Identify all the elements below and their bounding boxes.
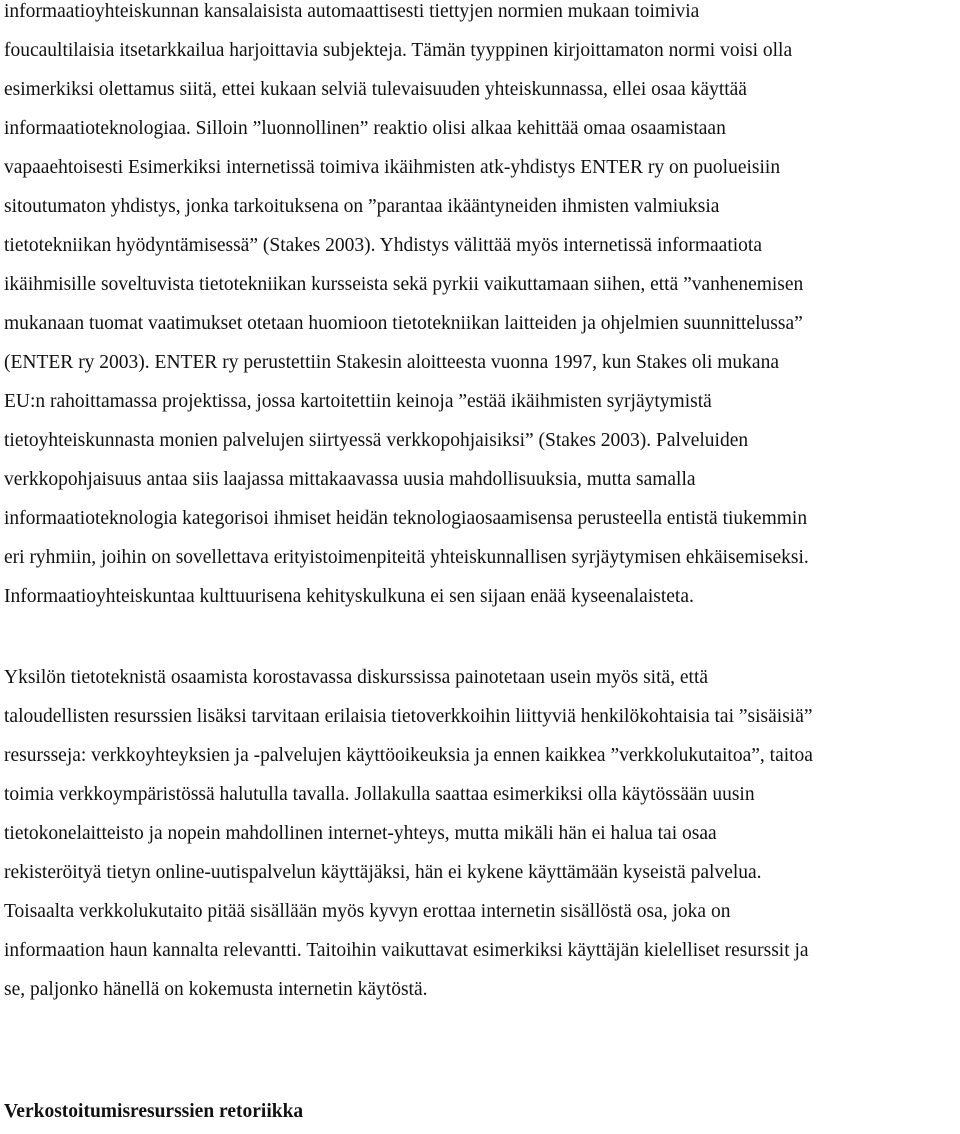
text-line: informaatioteknologiaa. Silloin ”luonnollinen” reaktio olisi alkaa kehittää omaa osaamistaan (4, 118, 726, 139)
text-line: tietoyhteiskunnasta monien palvelujen siirtyessä verkkopohjaisiksi” (Stakes 2003). Palveluiden (4, 430, 749, 451)
text-line: (ENTER ry 2003). ENTER ry perustettiin Stakesin aloitteesta vuonna 1997, kun Stakes oli mukana (4, 352, 779, 373)
text-line: vapaaehtoisesti Esimerkiksi internetissä toimiva ikäihmisten atk-yhdistys ENTER ry on puolueisiin (4, 157, 781, 178)
text-line: informaation haun kannalta relevantti. Taitoihin vaikuttavat esimerkiksi käyttäjän kielelliset resurssit ja (4, 940, 809, 961)
text-line: se, paljonko hänellä on kokemusta internetin käytöstä. (4, 979, 428, 1000)
text-line: EU:n rahoittamassa projektissa, jossa kartoitettiin keinoja ”estää ikäihmisten syrjäytymistä (4, 391, 712, 412)
text-line: taloudellisten resurssien lisäksi tarvitaan erilaisia tietoverkkoihin liittyviä henkilökohtaisia tai ”sisäisiä” (4, 706, 813, 727)
document-page (4, 0, 960, 1134)
text-line: tietotekniikan hyödyntämisessä” (Stakes 2003). Yhdistys välittää myös internetissä informaatiota (4, 235, 762, 256)
text-line: rekisteröityä tietyn online-uutispalvelun käyttäjäksi, hän ei kykene käyttämään kyseistä palvelua. (4, 862, 762, 883)
text-line: verkkopohjaisuus antaa siis laajassa mittakaavassa uusia mahdollisuuksia, mutta samalla (4, 469, 696, 490)
text-line: resursseja: verkkoyhteyksien ja -palvelujen käyttöoikeuksia ja ennen kaikkea ”verkkolukutaitoa”, taitoa (4, 745, 813, 766)
text-line: informaatioteknologia kategorisoi ihmiset heidän teknologiaosaamisensa perusteella entistä tiukemmin (4, 508, 808, 529)
text-line: tietokonelaitteisto ja nopein mahdollinen internet-yhteys, mutta mikäli hän ei halua tai osaa (4, 823, 717, 844)
text-line: ikäihmisille soveltuvista tietotekniikan kursseista sekä pyrkii vaikuttamaan siihen, että ”vanhenemisen (4, 274, 804, 295)
text-line: foucaultilaisia itsetarkkailua harjoittavia subjekteja. Tämän tyyppinen kirjoittamaton normi voisi olla (4, 40, 793, 61)
text-line: Toisaalta verkkolukutaito pitää sisällään myös kyvyn erottaa internetin sisällöstä osa, joka on (4, 901, 731, 922)
text-line: sitoutumaton yhdistys, jonka tarkoituksena on ”parantaa ikääntyneiden ihmisten valmiuksia (4, 196, 720, 217)
text-line: Informaatioyhteiskuntaa kulttuurisena kehityskulkuna ei sen sijaan enää kyseenalaisteta. (4, 586, 694, 607)
text-line: Yksilön tietoteknistä osaamista korostavassa diskurssissa painotetaan usein myös sitä, että (4, 667, 709, 688)
text-line: mukanaan tuomat vaatimukset otetaan huomioon tietotekniikan laitteiden ja ohjelmien suunnittelussa” (4, 313, 803, 334)
text-line: toimia verkkoympäristössä halutulla tavalla. Jollakulla saattaa esimerkiksi olla käytössään uusin (4, 784, 755, 805)
section-heading: Verkostoitumisresurssien retoriikka (4, 1101, 304, 1122)
text-line: eri ryhmiin, joihin on sovellettava erityistoimenpiteitä yhteiskunnallisen syrjäytymisen ehkäisemiseksi. (4, 547, 809, 568)
text-line: esimerkiksi olettamus siitä, ettei kukaan selviä tulevaisuuden yhteiskunnassa, ellei osaa käyttää (4, 79, 747, 100)
text-line: informaatioyhteiskunnan kansalaisista automaattisesti tiettyjen normien mukaan toimivia (4, 1, 700, 22)
